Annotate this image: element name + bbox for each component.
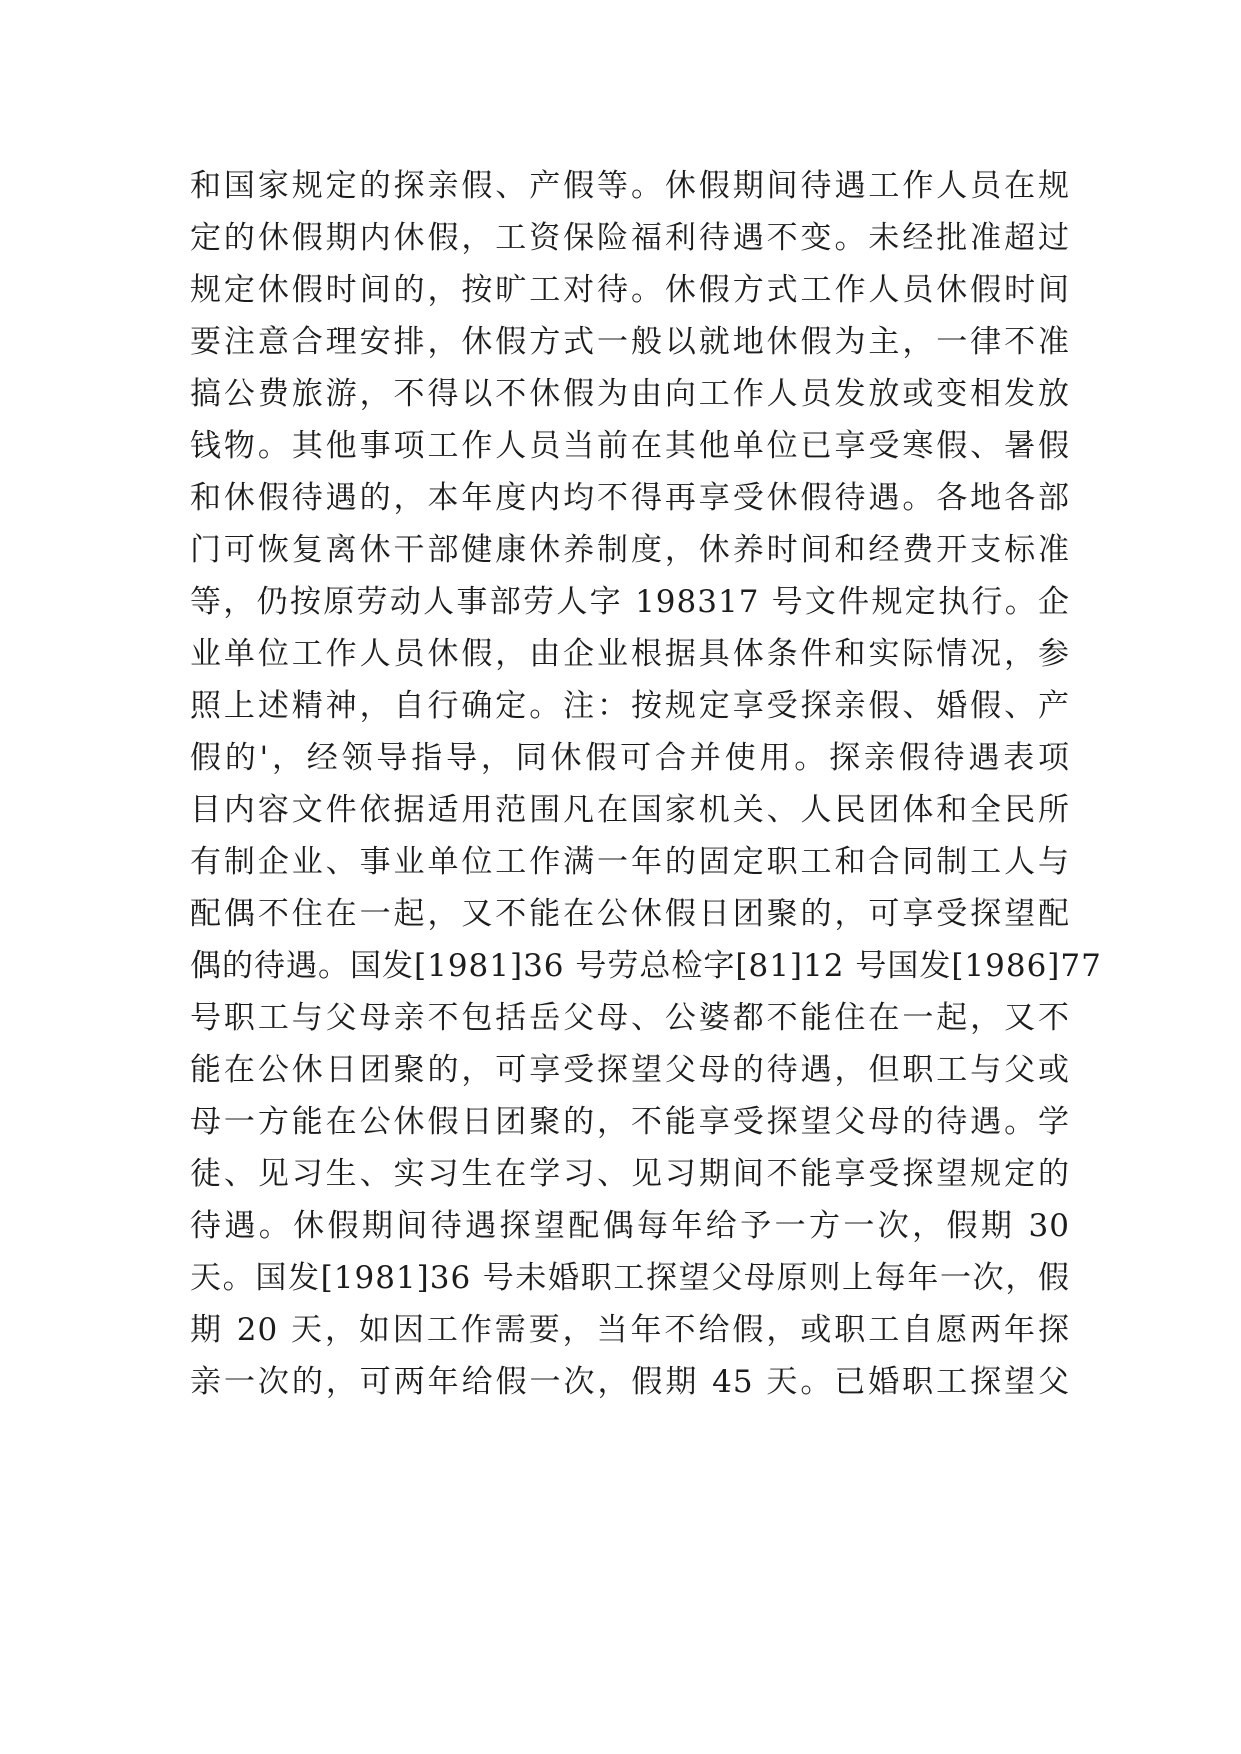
text-line: 配偶不住在一起，又不能在公休假日团聚的，可享受探望配 bbox=[190, 896, 1070, 932]
text-line: 目内容文件依据适用范围凡在国家机关、人民团体和全民所 bbox=[190, 792, 1070, 828]
body-text bbox=[190, 160, 1102, 1408]
text-line: 假的'，经领导指导，同休假可合并使用。探亲假待遇表项 bbox=[190, 740, 1070, 776]
text-line: 门可恢复离休干部健康休养制度，休养时间和经费开支标准 bbox=[190, 532, 1070, 568]
text-line: 和国家规定的探亲假、产假等。休假期间待遇工作人员在规 bbox=[190, 168, 1070, 204]
text-line: 等，仍按原劳动人事部劳人字 198317 号文件规定执行。企 bbox=[190, 584, 1070, 620]
text-line: 业单位工作人员休假，由企业根据具体条件和实际情况，参 bbox=[190, 636, 1070, 672]
text-line: 母一方能在公休假日团聚的，不能享受探望父母的待遇。学 bbox=[190, 1104, 1070, 1140]
text-line: 能在公休日团聚的，可享受探望父母的待遇，但职工与父或 bbox=[190, 1052, 1070, 1088]
text-line: 号职工与父母亲不包括岳父母、公婆都不能住在一起，又不 bbox=[190, 1000, 1070, 1036]
text-line: 规定休假时间的，按旷工对待。休假方式工作人员休假时间 bbox=[190, 272, 1070, 308]
text-line: 要注意合理安排，休假方式一般以就地休假为主，一律不准 bbox=[190, 324, 1070, 360]
text-line: 定的休假期内休假，工资保险福利待遇不变。未经批准超过 bbox=[190, 220, 1070, 256]
text-line: 照上述精神，自行确定。注：按规定享受探亲假、婚假、产 bbox=[190, 688, 1070, 724]
text-line: 期 20 天，如因工作需要，当年不给假，或职工自愿两年探 bbox=[190, 1312, 1070, 1348]
text-line: 亲一次的，可两年给假一次，假期 45 天。已婚职工探望父 bbox=[190, 1364, 1070, 1400]
text-line: 待遇。休假期间待遇探望配偶每年给予一方一次，假期 30 bbox=[190, 1208, 1070, 1244]
text-line: 天。国发[1981]36 号未婚职工探望父母原则上每年一次，假 bbox=[190, 1260, 1070, 1296]
text-line: 和休假待遇的，本年度内均不得再享受休假待遇。各地各部 bbox=[190, 480, 1070, 516]
text-line: 搞公费旅游，不得以不休假为由向工作人员发放或变相发放 bbox=[190, 376, 1070, 412]
text-line: 偶的待遇。国发[1981]36 号劳总检字[81]12 号国发[1986]77 bbox=[190, 948, 1102, 984]
text-line: 有制企业、事业单位工作满一年的固定职工和合同制工人与 bbox=[190, 844, 1070, 880]
text-line: 徒、见习生、实习生在学习、见习期间不能享受探望规定的 bbox=[190, 1156, 1070, 1192]
text-line: 钱物。其他事项工作人员当前在其他单位已享受寒假、暑假 bbox=[190, 428, 1070, 464]
